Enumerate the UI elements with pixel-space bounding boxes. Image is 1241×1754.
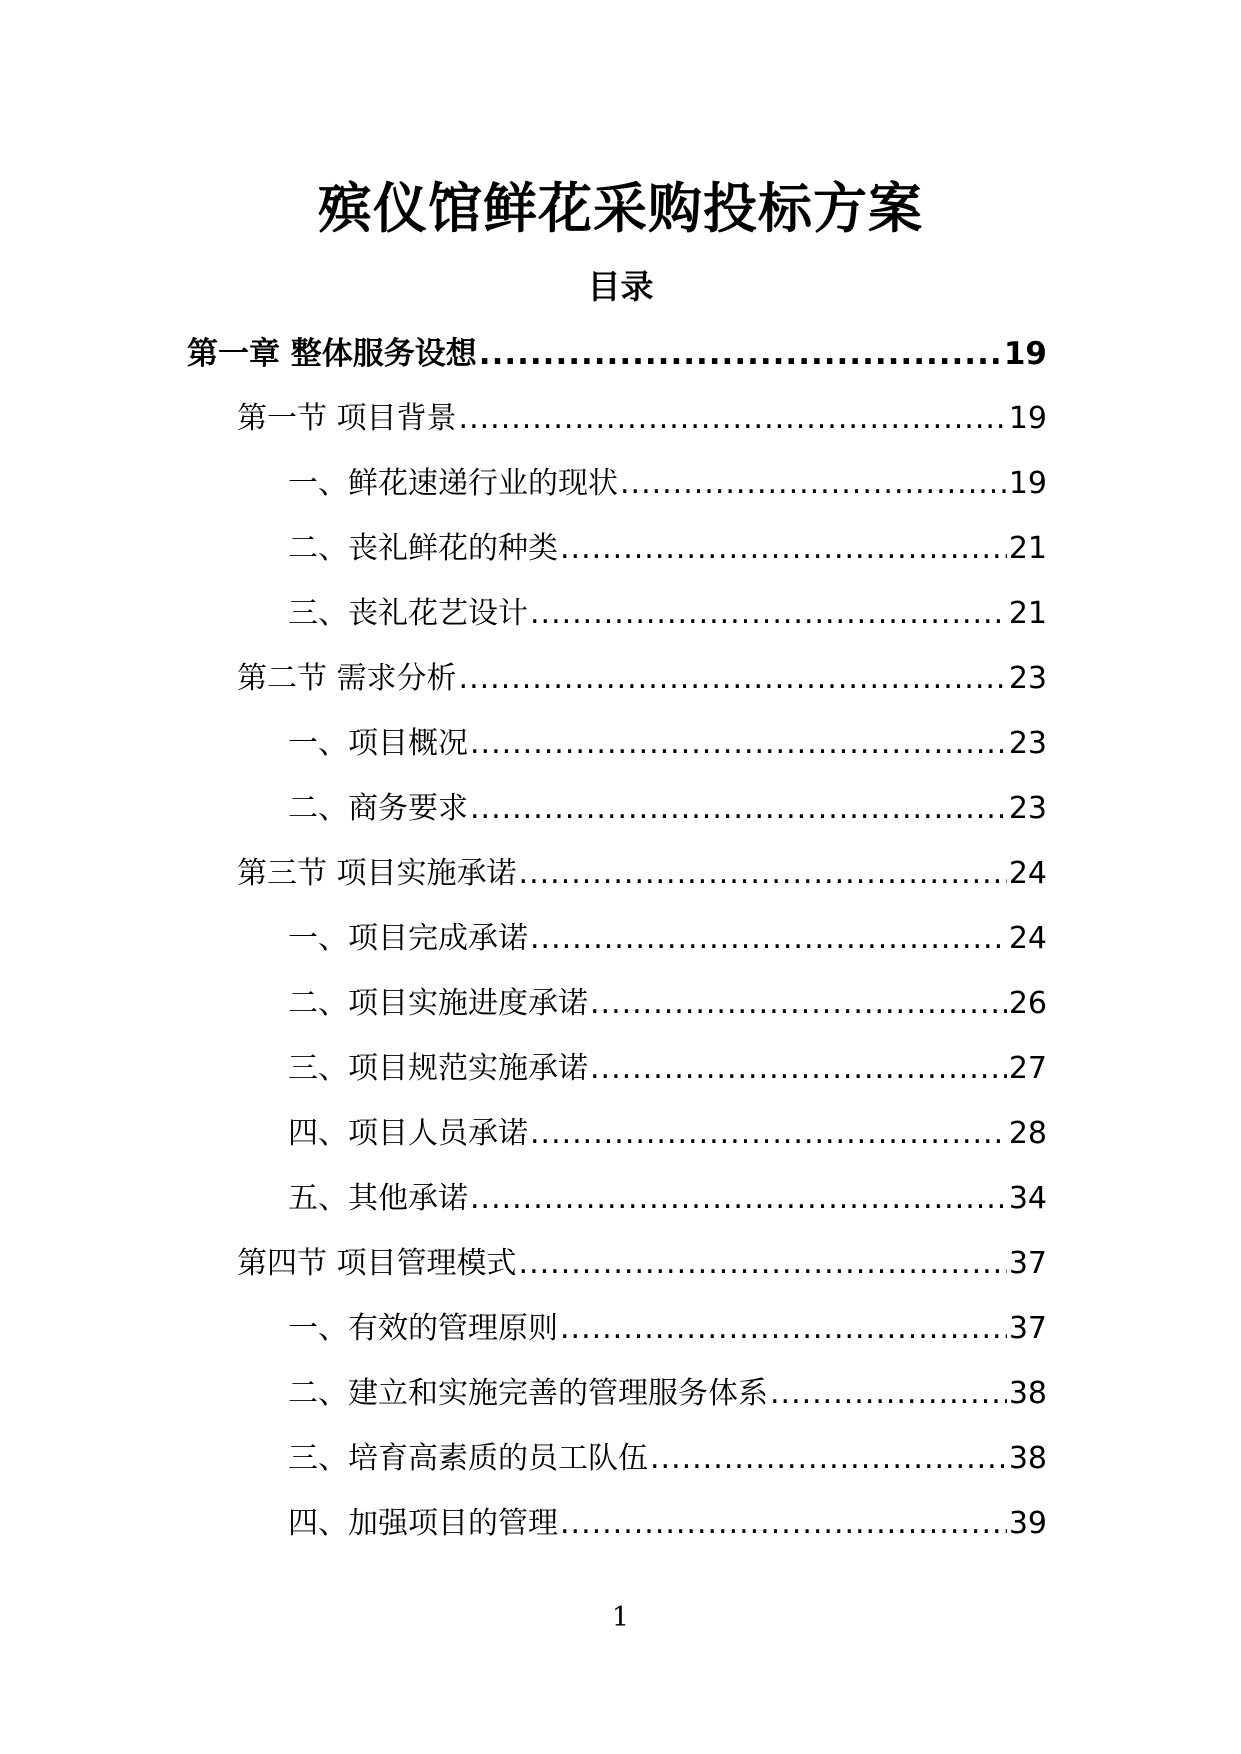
toc-entry-page: 19 [1008,466,1047,501]
toc-entry-page: 34 [1008,1181,1047,1216]
toc-dot-leader [459,387,1007,451]
toc-dot-leader [560,1297,1007,1361]
toc-entry-chapter-1[interactable] [187,322,1047,386]
toc-entry-subsection[interactable] [288,1037,1047,1101]
toc-entry-section-4[interactable] [237,1232,1047,1296]
toc-entry-page: 27 [1008,1051,1047,1086]
toc-dot-leader [530,907,1007,971]
toc-entry-subsection[interactable] [288,517,1047,581]
toc-entry-page: 24 [1008,856,1047,891]
toc-entry-label: 第四节 项目管理模式 [237,1246,517,1281]
toc-entry-page: 26 [1008,986,1047,1021]
toc-entry-label: 三、丧礼花艺设计 [288,596,528,631]
toc-entry-subsection[interactable] [288,452,1047,516]
toc-entry-page: 21 [1008,596,1047,631]
toc-entry-label: 二、建立和实施完善的管理服务体系 [288,1376,768,1411]
toc-entry-label: 二、商务要求 [288,791,468,826]
toc-entry-subsection[interactable] [288,777,1047,841]
toc-entry-subsection[interactable] [288,1297,1047,1361]
toc-entry-label: 一、项目完成承诺 [288,921,528,956]
toc-entry-section-2[interactable] [237,647,1047,711]
toc-dot-leader [470,777,1007,841]
toc-entry-label: 第一节 项目背景 [237,401,457,436]
toc-entry-page: 39 [1008,1506,1047,1541]
toc-entry-label: 四、加强项目的管理 [288,1506,558,1541]
toc-entry-label: 第三节 项目实施承诺 [237,856,517,891]
toc-entry-page: 23 [1008,791,1047,826]
toc-dot-leader [590,1037,1007,1101]
toc-dot-leader [470,1167,1007,1231]
toc-entry-subsection[interactable] [288,582,1047,646]
toc-entry-label: 第二节 需求分析 [237,661,457,696]
toc-entry-subsection[interactable] [288,1492,1047,1556]
toc-entry-page: 28 [1008,1116,1047,1151]
toc-entry-label: 一、有效的管理原则 [288,1311,558,1346]
toc-entry-label: 一、项目概况 [288,726,468,761]
toc-entry-subsection[interactable] [288,712,1047,776]
toc-entry-subsection[interactable] [288,907,1047,971]
toc-dot-leader [770,1362,1007,1426]
toc-entry-page: 23 [1008,661,1047,696]
toc-dot-leader [590,972,1007,1036]
toc-dot-leader [650,1427,1007,1491]
toc-entry-page: 19 [1003,336,1047,372]
toc-dot-leader [470,712,1007,776]
toc-entry-label: 二、项目实施进度承诺 [288,986,588,1021]
toc-entry-subsection[interactable] [288,1362,1047,1426]
toc-entry-page: 38 [1008,1376,1047,1411]
toc-dot-leader [530,582,1007,646]
toc-heading: 目录 [587,267,654,306]
toc-entry-subsection[interactable] [288,1167,1047,1231]
toc-dot-leader [560,517,1007,581]
toc-entry-subsection[interactable] [288,1102,1047,1166]
toc-entry-page: 37 [1008,1311,1047,1346]
toc-dot-leader [560,1492,1007,1556]
page-number: 1 [611,1602,630,1633]
toc-entry-label: 二、丧礼鲜花的种类 [288,531,558,566]
toc-entry-page: 24 [1008,921,1047,956]
document-title: 殡仪馆鲜花采购投标方案 [318,177,923,240]
toc-dot-leader [530,1102,1007,1166]
toc-dot-leader [519,842,1007,906]
toc-entry-label: 三、培育高素质的员工队伍 [288,1441,648,1476]
toc-entry-page: 19 [1008,401,1047,436]
toc-entry-section-3[interactable] [237,842,1047,906]
toc-dot-leader [620,452,1007,516]
toc-dot-leader [519,1232,1007,1296]
toc-entry-label: 一、鲜花速递行业的现状 [288,466,618,501]
toc-entry-subsection[interactable] [288,1427,1047,1491]
toc-dot-leader [479,322,1002,386]
toc-entry-page: 37 [1008,1246,1047,1281]
toc-entry-page: 23 [1008,726,1047,761]
toc-dot-leader [459,647,1007,711]
toc-entry-page: 38 [1008,1441,1047,1476]
toc-entry-label: 三、项目规范实施承诺 [288,1051,588,1086]
toc-entry-page: 21 [1008,531,1047,566]
toc-entry-label: 第一章 整体服务设想 [187,336,477,372]
toc-entry-section-1[interactable] [237,387,1047,451]
toc-entry-label: 四、项目人员承诺 [288,1116,528,1151]
toc-entry-subsection[interactable] [288,972,1047,1036]
toc-entry-label: 五、其他承诺 [288,1181,468,1216]
